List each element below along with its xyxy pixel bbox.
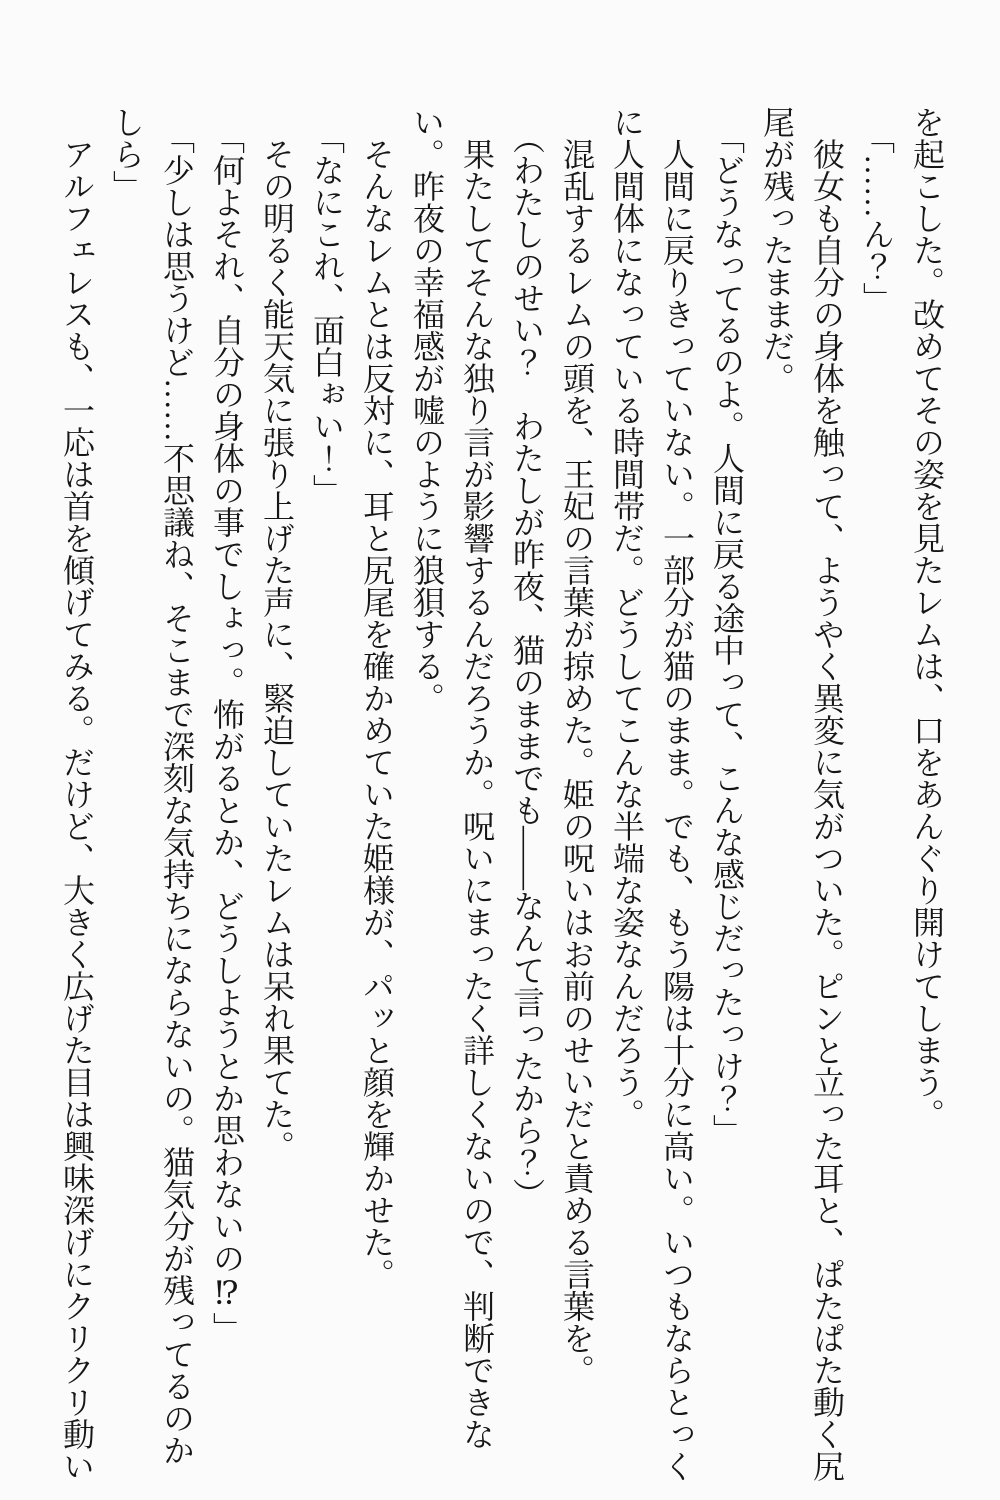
paragraph-3: 彼女も自分の身体を触って、ようやく異変に気がついた。ピンと立った耳と、ぱたぱた動く尻尾が残ったままだ。 [759, 106, 845, 1482]
paragraph-14: アルフェレスも、一応は首を傾げてみる。だけど、大きく広げた目は興味深げにクリクリ動い [59, 138, 95, 1482]
page-text [48, 106, 952, 1486]
paragraph-9: そんなレムとは反対に、耳と尻尾を確かめていた姫様が、パッと顔を輝かせた。 [359, 138, 395, 1290]
paragraph-5: 人間に戻りきっていない。一部分が猫のまま。でも、もう陽は十分に高い。いつもならとっくに人間体になっている時間帯だ。どうしてこんな半端な姿なんだろう。 [609, 106, 695, 1482]
paragraph-10: 「なにこれ、面白ぉい！」 [309, 122, 345, 506]
paragraph-8: 果たしてそんな独り言が影響するんだろうか。呪いにまったく詳しくないので、判断できない。昨夜の幸福感が嘘のように狼狽する。 [409, 106, 495, 1450]
paragraph-11: その明るく能天気に張り上げた声に、緊迫していたレムは呆れ果てた。 [259, 138, 295, 1162]
paragraph-4: 「どうなってるのよ。人間に戻る途中って、こんな感じだったっけ？」 [709, 122, 745, 1146]
paragraph-1: を起こした。改めてその姿を見たレムは、口をあんぐり開けてしまう。 [909, 106, 945, 1130]
paragraph-13: 「少しは思うけど……不思議ね、そこまで深刻な気持ちにならないの。猫気分が残ってるのかしら」 [109, 106, 195, 1466]
paragraph-2: 「……ん？」 [859, 122, 895, 314]
paragraph-12: 「何よそれ、自分の身体の事でしょっ。怖がるとか、どうしようとか思わないの⁉」 [209, 122, 245, 1344]
paragraph-6: 混乱するレムの頭を、王妃の言葉が掠めた。姫の呪いはお前のせいだと責める言葉を。 [559, 138, 595, 1386]
paragraph-7: （わたしのせい？ わたしが昨夜、猫のままでも――なんて言ったから？） [509, 122, 545, 1210]
